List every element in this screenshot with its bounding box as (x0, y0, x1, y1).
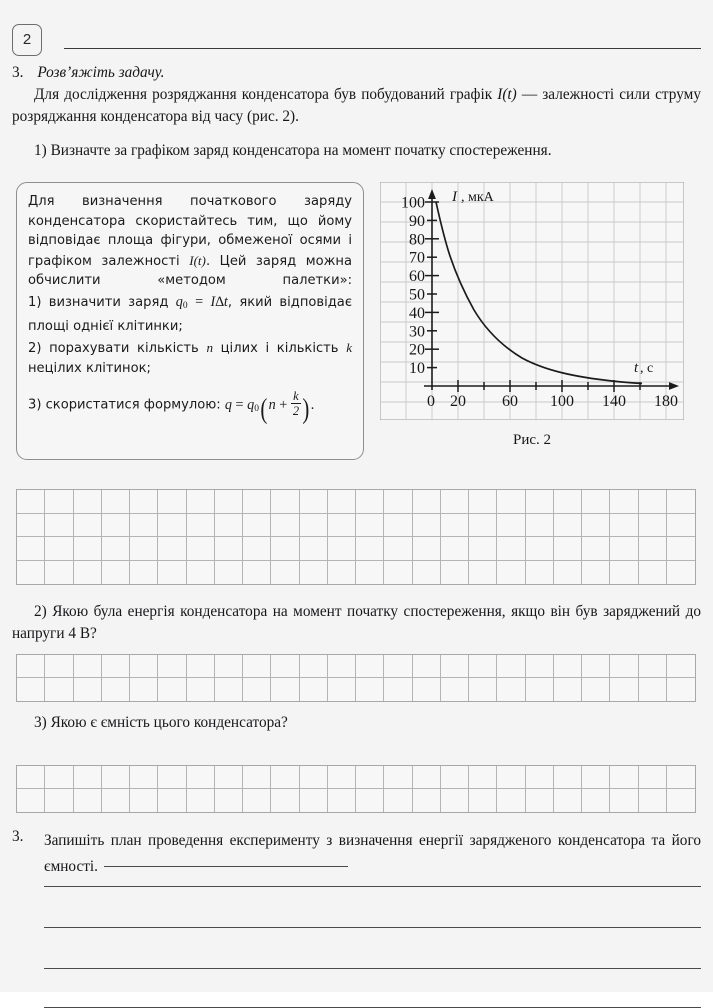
svg-text:20: 20 (450, 393, 466, 410)
answer-cell[interactable] (243, 678, 271, 701)
answer-cell[interactable] (356, 537, 384, 561)
answer-cell[interactable] (497, 678, 525, 701)
answer-cell[interactable] (17, 766, 45, 789)
hint-step1-q: q (175, 293, 183, 310)
svg-text:10: 10 (409, 360, 425, 378)
answer-cell[interactable] (667, 789, 695, 812)
answer-cell[interactable] (17, 789, 45, 812)
answer-cell[interactable] (667, 655, 695, 678)
answer-cell[interactable] (441, 561, 469, 585)
answer-cell[interactable] (497, 514, 525, 538)
answer-cell[interactable] (497, 789, 525, 812)
answer-cell[interactable] (413, 537, 441, 561)
answer-cell[interactable] (215, 655, 243, 678)
answer-cell[interactable] (328, 789, 356, 812)
answer-cell[interactable] (610, 490, 638, 514)
answer-cell[interactable] (17, 655, 45, 678)
writing-line-2[interactable] (44, 927, 701, 928)
answer-cell[interactable] (469, 678, 497, 701)
task-3-subquestion-1: 1) Визначте за графіком заряд конденсатора на момент початку спостереження. (34, 142, 552, 159)
hint-step3-text-a: 3) скористатися формулою: (28, 397, 225, 413)
svg-text:40: 40 (409, 304, 425, 322)
figure-2-chart (380, 182, 684, 420)
answer-cell[interactable] (215, 537, 243, 561)
answer-cell[interactable] (300, 766, 328, 789)
answer-cell[interactable] (610, 514, 638, 538)
answer-cell[interactable] (469, 766, 497, 789)
answer-cell[interactable] (610, 537, 638, 561)
answer-cell[interactable] (328, 766, 356, 789)
answer-cell[interactable] (102, 766, 130, 789)
answer-cell[interactable] (554, 561, 582, 585)
answer-cell[interactable] (610, 678, 638, 701)
answer-cell[interactable] (526, 514, 554, 538)
svg-text:60: 60 (409, 268, 425, 286)
svg-text:180: 180 (654, 393, 678, 410)
chart-frame (380, 182, 684, 420)
task-final-text (44, 828, 701, 880)
answer-cell[interactable] (215, 561, 243, 585)
answer-cell[interactable] (45, 678, 73, 701)
svg-text:90: 90 (409, 212, 425, 230)
hint-step3-n: n (268, 396, 276, 413)
answer-cell[interactable] (130, 789, 158, 812)
answer-cell[interactable] (17, 514, 45, 538)
answer-cell[interactable] (45, 561, 73, 585)
answer-cell[interactable] (639, 490, 667, 514)
answer-cell[interactable] (102, 655, 130, 678)
answer-cell[interactable] (413, 490, 441, 514)
answer-cell[interactable] (271, 789, 299, 812)
answer-cell[interactable] (271, 514, 299, 538)
answer-cell[interactable] (243, 561, 271, 585)
answer-cell[interactable] (74, 789, 102, 812)
fraction-denominator: 2 (292, 404, 300, 419)
answer-cell[interactable] (102, 490, 130, 514)
hint-step3-q0-subscript: 0 (254, 403, 259, 414)
discharge-current-graph (380, 182, 684, 420)
intro-math-it: I(t) (497, 86, 517, 103)
answer-cell[interactable] (384, 561, 412, 585)
answer-cell[interactable] (130, 561, 158, 585)
figure-caption: Рис. 2 (512, 432, 552, 448)
hint-p1-text-a: Для визначення початкового заряду конденсатора скористайтесь тим, що йому відповідає площа фігури, обмеженої осями і графіком залежності (28, 194, 352, 269)
fraction-numerator: k (293, 389, 299, 404)
answer-cell[interactable] (102, 678, 130, 701)
task-3-title-text: Розв’яжіть задачу. (37, 64, 165, 81)
hint-step3-formula (224, 389, 315, 425)
answer-cell[interactable] (497, 766, 525, 789)
answer-cell[interactable] (271, 678, 299, 701)
answer-cell[interactable] (187, 766, 215, 789)
answer-cell[interactable] (187, 537, 215, 561)
answer-cell[interactable] (497, 490, 525, 514)
answer-cell[interactable] (582, 789, 610, 812)
svg-text:80: 80 (409, 231, 425, 249)
answer-grid-2[interactable] (16, 654, 696, 702)
answer-cell[interactable] (243, 514, 271, 538)
task-3-subquestion-2: 2) Якою була енергія конденсатора на момент початку спостереження, якщо він був заряджений до напруги 4 В? (12, 603, 701, 642)
hint-step3-period: . (310, 396, 315, 413)
answer-cell[interactable] (667, 490, 695, 514)
answer-cell[interactable] (328, 537, 356, 561)
answer-cell[interactable] (554, 678, 582, 701)
intro-text-part-2: — залежності сили струму розряджання конденсатора від часу (рис. 2). (12, 86, 701, 125)
answer-cell[interactable] (215, 766, 243, 789)
hint-step3-q: q (224, 396, 232, 413)
answer-cell[interactable] (554, 537, 582, 561)
answer-cell[interactable] (356, 789, 384, 812)
answer-cell[interactable] (554, 655, 582, 678)
answer-cell[interactable] (441, 766, 469, 789)
hint-step-2 (28, 338, 352, 378)
svg-text:60: 60 (502, 393, 518, 410)
answer-cell[interactable] (130, 766, 158, 789)
hint-step2-text-a: 2) порахувати кількість (28, 341, 207, 357)
answer-cell[interactable] (384, 789, 412, 812)
svg-text:70: 70 (409, 249, 425, 267)
answer-cell[interactable] (130, 655, 158, 678)
answer-cell[interactable] (441, 655, 469, 678)
answer-cell[interactable] (526, 655, 554, 678)
answer-cell[interactable] (328, 678, 356, 701)
answer-cell[interactable] (158, 655, 186, 678)
right-paren-glyph: ) (302, 392, 310, 425)
svg-text:50: 50 (409, 286, 425, 304)
answer-cell[interactable] (469, 490, 497, 514)
task-3-number: 3. (12, 64, 24, 81)
answer-cell[interactable] (356, 514, 384, 538)
answer-cell[interactable] (187, 655, 215, 678)
answer-cell[interactable] (158, 537, 186, 561)
answer-cell[interactable] (413, 678, 441, 701)
answer-cell[interactable] (300, 655, 328, 678)
svg-text:30: 30 (409, 323, 425, 341)
answer-cell[interactable] (74, 561, 102, 585)
answer-cell[interactable] (526, 678, 554, 701)
answer-cell[interactable] (469, 655, 497, 678)
answer-cell[interactable] (610, 655, 638, 678)
answer-cell[interactable] (45, 789, 73, 812)
answer-cell[interactable] (187, 678, 215, 701)
answer-cell[interactable] (667, 678, 695, 701)
answer-cell[interactable] (187, 561, 215, 585)
answer-cell[interactable] (243, 766, 271, 789)
answer-cell[interactable] (441, 490, 469, 514)
answer-cell[interactable] (384, 766, 412, 789)
answer-cell[interactable] (384, 537, 412, 561)
answer-cell[interactable] (469, 537, 497, 561)
answer-cell[interactable] (497, 537, 525, 561)
answer-cell[interactable] (74, 490, 102, 514)
answer-cell[interactable] (130, 490, 158, 514)
answer-cell[interactable] (554, 789, 582, 812)
answer-cell[interactable] (356, 678, 384, 701)
answer-cell[interactable] (554, 490, 582, 514)
answer-cell[interactable] (74, 514, 102, 538)
answer-cell[interactable] (102, 561, 130, 585)
hint-step3-plus: + (279, 396, 288, 413)
answer-cell[interactable] (243, 655, 271, 678)
answer-cell[interactable] (441, 789, 469, 812)
answer-cell[interactable] (582, 655, 610, 678)
answer-cell[interactable] (582, 561, 610, 585)
answer-grid-3[interactable] (16, 765, 696, 813)
hint-step2-n: n (206, 340, 213, 356)
answer-cell[interactable] (271, 766, 299, 789)
answer-cell[interactable] (215, 678, 243, 701)
hint-step1-q-subscript: 0 (182, 300, 188, 311)
answer-cell[interactable] (667, 561, 695, 585)
answer-cell[interactable] (356, 766, 384, 789)
writing-line-3[interactable] (44, 968, 701, 969)
answer-cell[interactable] (469, 561, 497, 585)
answer-cell[interactable] (526, 537, 554, 561)
task-final-number: 3. (12, 828, 24, 845)
answer-cell[interactable] (328, 514, 356, 538)
hint-step3-q0: q (247, 396, 255, 413)
answer-cell[interactable] (243, 789, 271, 812)
answer-cell[interactable] (158, 766, 186, 789)
answer-cell[interactable] (667, 766, 695, 789)
answer-cell[interactable] (271, 490, 299, 514)
page-number-badge: 2 (12, 24, 42, 56)
answer-cell[interactable] (17, 678, 45, 701)
answer-cell[interactable] (441, 678, 469, 701)
y-axis-label-unit: , мкА (461, 190, 494, 205)
svg-text:140: 140 (602, 393, 626, 410)
answer-cell[interactable] (328, 655, 356, 678)
hint-step1-text-a: 1) визначити заряд (28, 294, 176, 310)
answer-cell[interactable] (384, 655, 412, 678)
answer-grid-1[interactable] (16, 489, 696, 585)
answer-cell[interactable] (243, 537, 271, 561)
answer-cell[interactable] (469, 789, 497, 812)
answer-cell[interactable] (130, 678, 158, 701)
x-axis-label-unit: , с (640, 361, 654, 376)
task-final-sentence: Запишіть план проведення експерименту з визначення енергії зарядженого конденсатора та його ємності. (44, 832, 701, 875)
answer-cell[interactable] (526, 561, 554, 585)
answer-cell[interactable] (497, 561, 525, 585)
answer-cell[interactable] (639, 789, 667, 812)
answer-cell[interactable] (441, 537, 469, 561)
answer-cell[interactable] (74, 678, 102, 701)
answer-cell[interactable] (582, 537, 610, 561)
answer-cell[interactable] (74, 655, 102, 678)
answer-cell[interactable] (300, 537, 328, 561)
answer-cell[interactable] (384, 514, 412, 538)
answer-cell[interactable] (328, 490, 356, 514)
answer-cell[interactable] (300, 490, 328, 514)
answer-cell[interactable] (102, 514, 130, 538)
y-axis-label-variable: I (452, 189, 457, 205)
answer-cell[interactable] (639, 514, 667, 538)
task-3-title (12, 62, 702, 84)
answer-cell[interactable] (271, 537, 299, 561)
answer-cell[interactable] (441, 514, 469, 538)
answer-cell[interactable] (187, 490, 215, 514)
answer-cell[interactable] (639, 561, 667, 585)
answer-cell[interactable] (582, 766, 610, 789)
answer-cell[interactable] (526, 766, 554, 789)
hint-step-1 (28, 293, 352, 336)
answer-cell[interactable] (45, 537, 73, 561)
answer-cell[interactable] (45, 490, 73, 514)
answer-cell[interactable] (639, 537, 667, 561)
x-axis-label-variable: t (634, 360, 639, 376)
answer-cell[interactable] (384, 490, 412, 514)
answer-cell[interactable] (610, 789, 638, 812)
answer-cell[interactable] (215, 789, 243, 812)
answer-cell[interactable] (158, 789, 186, 812)
hint-step1-eq: = I∆t (187, 293, 228, 310)
answer-cell[interactable] (497, 655, 525, 678)
answer-cell[interactable] (17, 537, 45, 561)
answer-cell[interactable] (130, 537, 158, 561)
writing-line-inline[interactable] (104, 866, 348, 867)
answer-cell[interactable] (667, 514, 695, 538)
svg-text:100: 100 (401, 194, 425, 212)
answer-cell[interactable] (300, 789, 328, 812)
answer-cell[interactable] (187, 789, 215, 812)
answer-cell[interactable] (639, 766, 667, 789)
answer-cell[interactable] (17, 561, 45, 585)
answer-cell[interactable] (215, 490, 243, 514)
answer-cell[interactable] (328, 561, 356, 585)
hint-paragraph-1 (28, 192, 352, 291)
answer-cell[interactable] (384, 678, 412, 701)
writing-line-1[interactable] (44, 886, 701, 887)
answer-cell[interactable] (158, 514, 186, 538)
answer-cell[interactable] (102, 789, 130, 812)
answer-cell[interactable] (582, 490, 610, 514)
answer-cell[interactable] (667, 537, 695, 561)
answer-cell[interactable] (271, 655, 299, 678)
answer-cell[interactable] (300, 678, 328, 701)
answer-cell[interactable] (74, 766, 102, 789)
answer-cell[interactable] (639, 655, 667, 678)
page-header (12, 24, 701, 58)
answer-cell[interactable] (158, 561, 186, 585)
hint-step3-fraction (291, 389, 301, 418)
answer-cell[interactable] (17, 490, 45, 514)
svg-text:20: 20 (409, 341, 425, 359)
svg-text:0: 0 (427, 393, 435, 410)
answer-cell[interactable] (582, 678, 610, 701)
answer-cell[interactable] (413, 514, 441, 538)
answer-cell[interactable] (610, 561, 638, 585)
hint-box (16, 182, 364, 460)
answer-cell[interactable] (158, 490, 186, 514)
answer-cell[interactable] (356, 655, 384, 678)
answer-cell[interactable] (526, 490, 554, 514)
answer-cell[interactable] (45, 655, 73, 678)
answer-cell[interactable] (413, 561, 441, 585)
answer-cell[interactable] (130, 514, 158, 538)
answer-cell[interactable] (469, 514, 497, 538)
answer-cell[interactable] (554, 766, 582, 789)
task-3-intro-paragraph (12, 84, 701, 127)
hint-step2-text-b: цілих і кількість (212, 341, 347, 357)
hint-step-3 (28, 389, 352, 425)
answer-cell[interactable] (74, 537, 102, 561)
answer-cell[interactable] (45, 514, 73, 538)
answer-cell[interactable] (526, 789, 554, 812)
answer-cell[interactable] (102, 537, 130, 561)
answer-cell[interactable] (610, 766, 638, 789)
svg-text:100: 100 (550, 393, 574, 410)
hint-step1-text-b: , який відповідає площі однієї клітинки; (28, 294, 353, 334)
answer-cell[interactable] (271, 561, 299, 585)
answer-cell[interactable] (300, 514, 328, 538)
answer-cell[interactable] (300, 561, 328, 585)
answer-cell[interactable] (45, 766, 73, 789)
left-paren-glyph: ( (260, 392, 268, 425)
answer-cell[interactable] (187, 514, 215, 538)
hint-step2-text-c: нецілих клітинок; (28, 360, 151, 376)
answer-cell[interactable] (243, 490, 271, 514)
header-divider (64, 48, 701, 49)
answer-cell[interactable] (215, 514, 243, 538)
answer-cell[interactable] (554, 514, 582, 538)
hint-p1-text-b: . Цей заряд можна обчислити «методом палетки»: (28, 253, 352, 289)
answer-cell[interactable] (356, 490, 384, 514)
intro-text-part-1: Для дослідження розряджання конденсатора був побудований графік (34, 86, 498, 103)
answer-cell[interactable] (582, 514, 610, 538)
answer-cell[interactable] (413, 766, 441, 789)
hint-p1-math: I(t) (189, 252, 206, 268)
answer-cell[interactable] (639, 678, 667, 701)
hint-step1-formula (176, 294, 228, 310)
answer-cell[interactable] (356, 561, 384, 585)
hint-step2-k: k (346, 340, 352, 356)
answer-cell[interactable] (158, 678, 186, 701)
answer-cell[interactable] (413, 655, 441, 678)
task-3-subquestion-3: 3) Якою є ємність цього конденсатора? (34, 714, 288, 731)
answer-cell[interactable] (413, 789, 441, 812)
hint-step3-equals: = (235, 396, 244, 413)
